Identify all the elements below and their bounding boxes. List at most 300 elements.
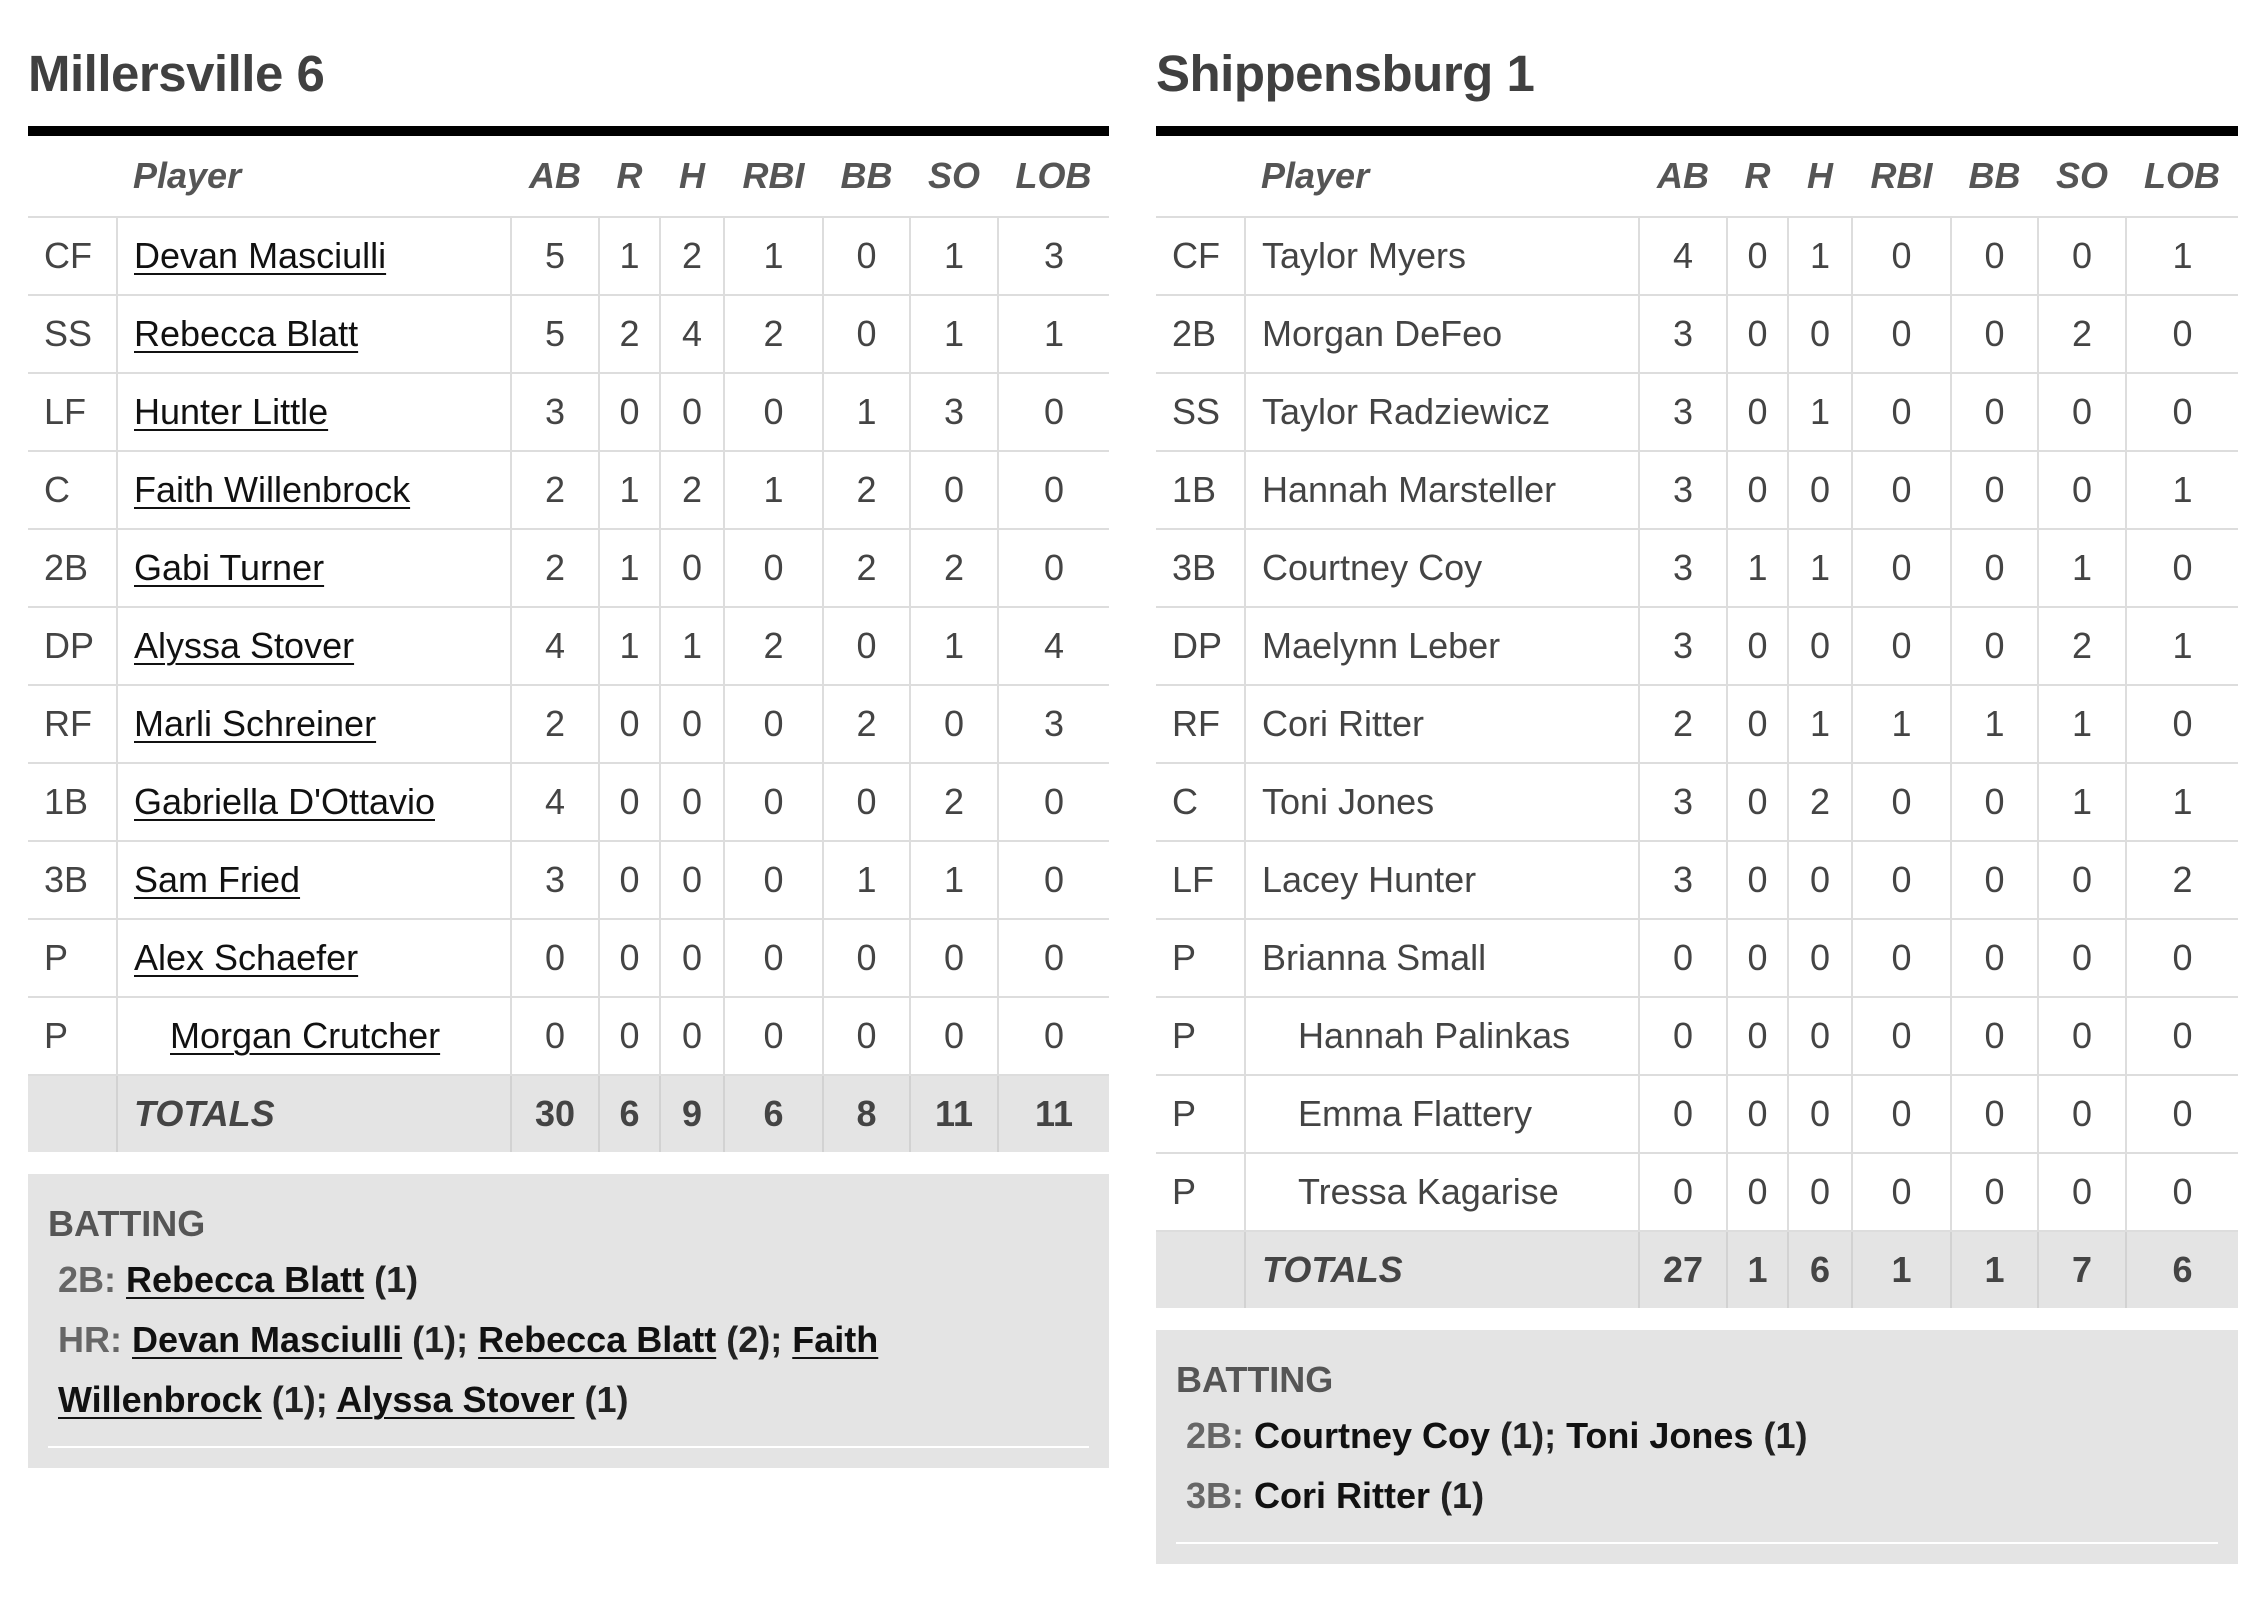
so-cell: 1 — [910, 295, 998, 373]
totals-lob-cell: 6 — [2126, 1231, 2238, 1308]
table-row — [1156, 295, 2238, 373]
so-cell: 0 — [2038, 1153, 2126, 1231]
so-cell: 2 — [910, 529, 998, 607]
ab-cell: 3 — [1639, 841, 1727, 919]
player-name: Toni Jones — [1262, 781, 1435, 822]
r-cell: 0 — [1727, 919, 1788, 997]
lob-cell: 0 — [2126, 1153, 2238, 1231]
bb-cell: 0 — [1951, 217, 2038, 295]
batting-heading: BATTING — [48, 1203, 206, 1244]
separator: ; — [1544, 1415, 1567, 1456]
totals-r-cell: 6 — [599, 1075, 660, 1152]
r-cell: 1 — [599, 217, 660, 295]
batting-line — [48, 1250, 1089, 1310]
batting-notes — [28, 1174, 1109, 1468]
lob-cell: 0 — [998, 919, 1109, 997]
stat-count: (2) — [726, 1319, 771, 1360]
table-row — [28, 919, 1109, 997]
player-link[interactable]: Alyssa Stover — [134, 625, 355, 666]
lob-cell: 3 — [998, 685, 1109, 763]
player-cell — [117, 997, 511, 1075]
bb-cell: 0 — [823, 763, 910, 841]
ab-cell: 4 — [511, 763, 599, 841]
player-rows — [1156, 217, 2238, 1308]
player-cell — [1245, 919, 1639, 997]
h-cell: 0 — [1788, 1075, 1852, 1153]
bb-cell: 1 — [1951, 685, 2038, 763]
player-name: Emma Flattery — [1298, 1093, 1533, 1134]
player-name: Morgan DeFeo — [1262, 313, 1503, 354]
separator: ; — [456, 1319, 479, 1360]
player-name: Tressa Kagarise — [1298, 1171, 1559, 1212]
totals-row — [28, 1075, 1109, 1152]
table-row — [1156, 1153, 2238, 1231]
h-cell: 0 — [1788, 295, 1852, 373]
so-cell: 1 — [910, 607, 998, 685]
rbi-cell: 1 — [724, 217, 823, 295]
batting-stat-label: HR: — [58, 1319, 122, 1360]
lob-cell: 0 — [998, 451, 1109, 529]
rbi-cell: 0 — [724, 763, 823, 841]
so-cell: 0 — [910, 451, 998, 529]
so-cell: 1 — [2038, 763, 2126, 841]
position-cell: C — [28, 451, 117, 529]
rbi-cell: 0 — [1852, 529, 1951, 607]
lob-cell: 0 — [2126, 1075, 2238, 1153]
r-cell: 0 — [1727, 1075, 1788, 1153]
lob-cell: 4 — [998, 607, 1109, 685]
ab-cell: 5 — [511, 217, 599, 295]
table-row — [1156, 373, 2238, 451]
lob-cell: 0 — [2126, 997, 2238, 1075]
player-cell — [1245, 607, 1639, 685]
ab-cell: 0 — [1639, 997, 1727, 1075]
rbi-cell: 0 — [1852, 1075, 1951, 1153]
r-cell: 0 — [599, 685, 660, 763]
r-header: R — [1727, 131, 1788, 217]
stat-count: (1) — [271, 1379, 316, 1420]
h-cell: 0 — [660, 373, 724, 451]
totals-pos-cell — [1156, 1231, 1245, 1308]
so-cell: 0 — [910, 685, 998, 763]
table-row — [28, 529, 1109, 607]
player-name: Taylor Radziewicz — [1262, 391, 1551, 432]
totals-pos-cell — [28, 1075, 117, 1152]
table-row — [1156, 529, 2238, 607]
table-row — [1156, 451, 2238, 529]
totals-rbi-cell: 1 — [1852, 1231, 1951, 1308]
table-row — [28, 373, 1109, 451]
ab-cell: 2 — [511, 451, 599, 529]
rbi-cell: 0 — [1852, 997, 1951, 1075]
player-link[interactable]: Marli Schreiner — [134, 703, 377, 744]
position-cell: 3B — [28, 841, 117, 919]
player-header: Player — [117, 131, 511, 217]
player-link[interactable]: Faith Willenbrock — [58, 1319, 879, 1420]
divider — [1176, 1542, 2218, 1544]
totals-so-cell: 7 — [2038, 1231, 2126, 1308]
rbi-cell: 0 — [1852, 217, 1951, 295]
r-cell: 0 — [599, 763, 660, 841]
lob-cell: 1 — [2126, 451, 2238, 529]
lob-cell: 1 — [2126, 217, 2238, 295]
r-cell: 0 — [1727, 763, 1788, 841]
r-cell: 0 — [1727, 217, 1788, 295]
pos-header — [1156, 131, 1245, 217]
player-link[interactable]: Alyssa Stover — [336, 1379, 575, 1420]
player-name: Cori Ritter — [1254, 1475, 1431, 1516]
h-header: H — [1788, 131, 1852, 217]
r-cell: 0 — [1727, 295, 1788, 373]
position-cell: 2B — [1156, 295, 1245, 373]
table-row — [28, 841, 1109, 919]
player-cell — [1245, 451, 1639, 529]
totals-ab-cell: 30 — [511, 1075, 599, 1152]
position-cell: C — [1156, 763, 1245, 841]
player-cell — [1245, 1075, 1639, 1153]
team-box-shippensburg — [1156, 40, 2238, 1564]
h-cell: 0 — [660, 685, 724, 763]
separator: ; — [315, 1379, 337, 1420]
player-cell — [1245, 841, 1639, 919]
player-link[interactable]: Gabi Turner — [134, 547, 325, 588]
rbi-cell: 0 — [1852, 295, 1951, 373]
h-cell: 0 — [660, 763, 724, 841]
player-cell — [117, 295, 511, 373]
r-cell: 0 — [599, 919, 660, 997]
position-cell: SS — [1156, 373, 1245, 451]
r-cell: 0 — [599, 841, 660, 919]
totals-lob-cell: 11 — [998, 1075, 1109, 1152]
player-header: Player — [1245, 131, 1639, 217]
position-cell: P — [1156, 1075, 1245, 1153]
player-name: Courtney Coy — [1254, 1415, 1491, 1456]
player-link[interactable]: Alex Schaefer — [134, 937, 359, 978]
bb-header: BB — [1951, 131, 2038, 217]
ab-cell: 0 — [511, 997, 599, 1075]
player-cell — [1245, 997, 1639, 1075]
rbi-header: RBI — [1852, 131, 1951, 217]
so-cell: 3 — [910, 373, 998, 451]
h-cell: 0 — [1788, 997, 1852, 1075]
player-link[interactable]: Sam Fried — [134, 859, 301, 900]
h-cell: 0 — [660, 919, 724, 997]
player-name: Taylor Myers — [1262, 235, 1467, 276]
bb-cell: 0 — [823, 997, 910, 1075]
bb-cell: 0 — [1951, 529, 2038, 607]
player-link[interactable]: Morgan Crutcher — [170, 1015, 441, 1056]
so-header: SO — [2038, 131, 2126, 217]
rbi-cell: 0 — [724, 997, 823, 1075]
ab-cell: 0 — [511, 919, 599, 997]
bb-cell: 1 — [823, 841, 910, 919]
so-cell: 1 — [910, 217, 998, 295]
so-cell: 0 — [2038, 997, 2126, 1075]
ab-cell: 5 — [511, 295, 599, 373]
bb-cell: 0 — [823, 295, 910, 373]
so-cell: 0 — [2038, 919, 2126, 997]
player-link[interactable]: Rebecca Blatt — [478, 1319, 717, 1360]
so-cell: 0 — [2038, 217, 2126, 295]
totals-label: TOTALS — [117, 1075, 511, 1152]
h-cell: 1 — [1788, 685, 1852, 763]
batting-heading: BATTING — [1176, 1359, 1334, 1400]
h-cell: 0 — [660, 997, 724, 1075]
r-cell: 0 — [1727, 685, 1788, 763]
h-cell: 2 — [660, 217, 724, 295]
bb-cell: 2 — [823, 685, 910, 763]
player-cell — [117, 919, 511, 997]
position-cell: 1B — [28, 763, 117, 841]
bb-cell: 0 — [1951, 607, 2038, 685]
stat-count: (1) — [1500, 1415, 1545, 1456]
so-cell: 2 — [910, 763, 998, 841]
player-link[interactable]: Gabriella D'Ottavio — [134, 781, 435, 822]
player-link[interactable]: Rebecca Blatt — [126, 1259, 365, 1300]
r-cell: 2 — [599, 295, 660, 373]
ab-cell: 3 — [1639, 529, 1727, 607]
rbi-cell: 1 — [1852, 685, 1951, 763]
batting-line — [1176, 1406, 2218, 1466]
table-row — [1156, 763, 2238, 841]
player-link[interactable]: Rebecca Blatt — [134, 313, 359, 354]
bb-cell: 0 — [1951, 841, 2038, 919]
r-cell: 1 — [599, 607, 660, 685]
lob-cell: 0 — [2126, 919, 2238, 997]
table-row — [1156, 217, 2238, 295]
h-cell: 1 — [1788, 529, 1852, 607]
lob-cell: 0 — [998, 529, 1109, 607]
r-cell: 0 — [1727, 373, 1788, 451]
rbi-cell: 0 — [1852, 919, 1951, 997]
bb-cell: 0 — [1951, 295, 2038, 373]
h-header: H — [660, 131, 724, 217]
team-box-millersville — [28, 40, 1109, 1468]
h-cell: 0 — [1788, 1153, 1852, 1231]
h-cell: 0 — [1788, 451, 1852, 529]
lob-cell: 0 — [2126, 295, 2238, 373]
so-cell: 1 — [910, 841, 998, 919]
table-row — [28, 217, 1109, 295]
rbi-cell: 0 — [724, 685, 823, 763]
h-cell: 0 — [1788, 607, 1852, 685]
lob-cell: 3 — [998, 217, 1109, 295]
r-cell: 0 — [1727, 607, 1788, 685]
r-cell: 0 — [1727, 841, 1788, 919]
position-cell: RF — [1156, 685, 1245, 763]
batting-stat-label: 3B: — [1186, 1475, 1245, 1516]
team-title: Millersville 6 — [28, 45, 325, 102]
so-cell: 2 — [2038, 295, 2126, 373]
player-cell — [117, 607, 511, 685]
lob-cell: 1 — [2126, 607, 2238, 685]
totals-h-cell: 6 — [1788, 1231, 1852, 1308]
position-cell: P — [28, 919, 117, 997]
bb-cell: 0 — [1951, 997, 2038, 1075]
table-row — [28, 295, 1109, 373]
r-cell: 0 — [599, 997, 660, 1075]
lob-cell: 0 — [998, 763, 1109, 841]
h-cell: 2 — [660, 451, 724, 529]
rbi-cell: 0 — [724, 529, 823, 607]
bb-cell: 0 — [1951, 451, 2038, 529]
rbi-cell: 1 — [724, 451, 823, 529]
batting-notes — [1156, 1330, 2238, 1564]
rbi-cell: 2 — [724, 295, 823, 373]
ab-cell: 3 — [1639, 607, 1727, 685]
ab-cell: 3 — [1639, 451, 1727, 529]
ab-cell: 3 — [1639, 763, 1727, 841]
ab-header: AB — [511, 131, 599, 217]
player-cell — [1245, 1153, 1639, 1231]
position-cell: 2B — [28, 529, 117, 607]
so-cell: 0 — [2038, 451, 2126, 529]
player-name: Hannah Marsteller — [1262, 469, 1557, 510]
player-link[interactable]: Devan Masciulli — [132, 1319, 403, 1360]
player-link[interactable]: Devan Masciulli — [134, 235, 387, 276]
lob-header: LOB — [998, 131, 1109, 217]
divider — [48, 1446, 1089, 1448]
ab-cell: 3 — [1639, 373, 1727, 451]
ab-cell: 3 — [1639, 295, 1727, 373]
r-cell: 1 — [599, 451, 660, 529]
r-header: R — [599, 131, 660, 217]
lob-cell: 0 — [998, 373, 1109, 451]
ab-cell: 0 — [1639, 1153, 1727, 1231]
h-cell: 0 — [1788, 841, 1852, 919]
header-row — [28, 131, 1109, 217]
bb-cell: 0 — [823, 607, 910, 685]
so-cell: 0 — [910, 919, 998, 997]
lob-cell: 0 — [2126, 529, 2238, 607]
h-cell: 0 — [1788, 919, 1852, 997]
h-cell: 0 — [660, 529, 724, 607]
so-cell: 0 — [910, 997, 998, 1075]
h-cell: 1 — [660, 607, 724, 685]
batting-line — [48, 1310, 1089, 1430]
ab-cell: 4 — [1639, 217, 1727, 295]
bb-header: BB — [823, 131, 910, 217]
player-cell — [117, 373, 511, 451]
so-cell: 0 — [2038, 373, 2126, 451]
totals-r-cell: 1 — [1727, 1231, 1788, 1308]
h-cell: 0 — [660, 841, 724, 919]
rbi-cell: 0 — [724, 841, 823, 919]
rbi-cell: 0 — [1852, 451, 1951, 529]
player-cell — [1245, 529, 1639, 607]
player-cell — [1245, 685, 1639, 763]
table-row — [28, 997, 1109, 1075]
bb-cell: 0 — [1951, 1075, 2038, 1153]
r-cell: 0 — [1727, 1153, 1788, 1231]
totals-h-cell: 9 — [660, 1075, 724, 1152]
so-cell: 0 — [2038, 1075, 2126, 1153]
rbi-cell: 0 — [1852, 763, 1951, 841]
r-cell: 1 — [1727, 529, 1788, 607]
batting-stat-label: 2B: — [1186, 1415, 1245, 1456]
so-cell: 2 — [2038, 607, 2126, 685]
position-cell: 1B — [1156, 451, 1245, 529]
player-name: Toni Jones — [1566, 1415, 1754, 1456]
player-link[interactable]: Faith Willenbrock — [134, 469, 411, 510]
header-row — [1156, 131, 2238, 217]
player-link[interactable]: Hunter Little — [134, 391, 329, 432]
bb-cell: 2 — [823, 451, 910, 529]
rbi-header: RBI — [724, 131, 823, 217]
rbi-cell: 2 — [724, 607, 823, 685]
separator: ; — [770, 1319, 793, 1360]
position-cell: P — [1156, 1153, 1245, 1231]
batting-stat-label: 2B: — [58, 1259, 117, 1300]
bb-cell: 0 — [1951, 763, 2038, 841]
rbi-cell: 0 — [724, 373, 823, 451]
so-cell: 1 — [2038, 529, 2126, 607]
totals-ab-cell: 27 — [1639, 1231, 1727, 1308]
ab-cell: 4 — [511, 607, 599, 685]
position-cell: CF — [1156, 217, 1245, 295]
table-row — [28, 763, 1109, 841]
player-name: Lacey Hunter — [1262, 859, 1477, 900]
player-name: Brianna Small — [1262, 937, 1487, 978]
r-cell: 0 — [1727, 997, 1788, 1075]
position-cell: LF — [28, 373, 117, 451]
totals-label: TOTALS — [1245, 1231, 1639, 1308]
batting-line — [1176, 1466, 2218, 1526]
player-cell — [1245, 763, 1639, 841]
totals-rbi-cell: 6 — [724, 1075, 823, 1152]
totals-bb-cell: 1 — [1951, 1231, 2038, 1308]
totals-bb-cell: 8 — [823, 1075, 910, 1152]
stat-count: (1) — [1763, 1415, 1808, 1456]
lob-cell: 0 — [2126, 685, 2238, 763]
position-cell: P — [1156, 997, 1245, 1075]
lob-cell: 0 — [998, 997, 1109, 1075]
player-cell — [117, 217, 511, 295]
totals-so-cell: 11 — [910, 1075, 998, 1152]
table-row — [28, 451, 1109, 529]
batting-table — [1156, 126, 2238, 1308]
rbi-cell: 0 — [1852, 373, 1951, 451]
table-row — [1156, 997, 2238, 1075]
rbi-cell: 0 — [1852, 607, 1951, 685]
position-cell: P — [1156, 919, 1245, 997]
position-cell: 3B — [1156, 529, 1245, 607]
table-row — [1156, 1075, 2238, 1153]
ab-cell: 3 — [511, 373, 599, 451]
lob-cell: 0 — [998, 841, 1109, 919]
lob-cell: 1 — [2126, 763, 2238, 841]
player-cell — [117, 763, 511, 841]
r-cell: 0 — [1727, 451, 1788, 529]
bb-cell: 0 — [823, 919, 910, 997]
ab-cell: 0 — [1639, 919, 1727, 997]
r-cell: 1 — [599, 529, 660, 607]
bb-cell: 2 — [823, 529, 910, 607]
player-cell — [1245, 295, 1639, 373]
bb-cell: 0 — [1951, 373, 2038, 451]
player-name: Hannah Palinkas — [1298, 1015, 1571, 1056]
stat-count: (1) — [412, 1319, 457, 1360]
player-cell — [1245, 373, 1639, 451]
bb-cell: 1 — [823, 373, 910, 451]
position-cell: SS — [28, 295, 117, 373]
team-title: Shippensburg 1 — [1156, 45, 1535, 102]
so-cell: 1 — [2038, 685, 2126, 763]
stat-count: (1) — [1440, 1475, 1485, 1516]
player-cell — [117, 529, 511, 607]
player-name: Courtney Coy — [1262, 547, 1483, 588]
h-cell: 2 — [1788, 763, 1852, 841]
